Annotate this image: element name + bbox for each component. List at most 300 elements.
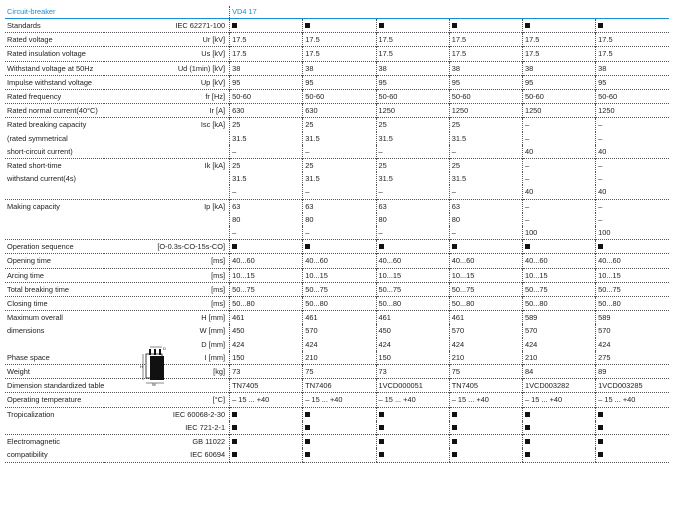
filled-square-icon	[525, 439, 530, 444]
row-label: Maximum overall	[5, 311, 104, 325]
value-cell: 50...80	[376, 297, 449, 311]
value-cell: 25	[303, 159, 376, 173]
row-unit: [ms]	[104, 282, 230, 296]
feature-available-cell	[303, 435, 376, 449]
value-cell: 10...15	[376, 268, 449, 282]
filled-square-icon	[452, 439, 457, 444]
row-unit: [ms]	[104, 254, 230, 268]
feature-available-cell	[230, 435, 303, 449]
filled-square-icon	[525, 23, 530, 28]
row-label: Dimension standardized table	[5, 379, 104, 393]
value-cell: 210	[522, 351, 595, 365]
filled-square-icon	[305, 452, 310, 457]
value-cell: –	[522, 172, 595, 185]
table-row	[5, 199, 669, 213]
filled-square-icon	[525, 244, 530, 249]
filled-square-icon	[379, 425, 384, 430]
value-cell: –	[522, 159, 595, 173]
value-cell: 424	[522, 338, 595, 351]
feature-available-cell	[376, 19, 449, 33]
value-cell: 17.5	[303, 47, 376, 61]
value-cell: 589	[596, 311, 669, 325]
feature-available-cell	[522, 407, 595, 421]
filled-square-icon	[525, 425, 530, 430]
value-cell: 50...75	[303, 282, 376, 296]
row-unit: Ik [kA]	[104, 159, 230, 173]
row-unit: W [mm]	[199, 326, 226, 336]
value-cell: 31.5	[230, 132, 303, 145]
value-cell: 80	[230, 213, 303, 226]
table-row	[5, 90, 669, 104]
row-label: compatibility	[5, 448, 104, 462]
value-cell: 17.5	[449, 47, 522, 61]
row-unit	[104, 145, 230, 159]
row-unit: Us [kV]	[104, 47, 230, 61]
value-cell: 10...15	[449, 268, 522, 282]
filled-square-icon	[232, 425, 237, 430]
value-cell: TN7406	[303, 379, 376, 393]
value-cell: 150	[230, 351, 303, 365]
value-cell: 50-60	[230, 90, 303, 104]
feature-available-cell	[230, 407, 303, 421]
value-cell: –	[303, 226, 376, 240]
filled-square-icon	[452, 425, 457, 430]
filled-square-icon	[598, 425, 603, 430]
value-cell: 17.5	[522, 47, 595, 61]
value-cell: 25	[230, 118, 303, 132]
value-cell: 40...60	[596, 254, 669, 268]
value-cell: 424	[449, 338, 522, 351]
value-cell: 25	[376, 159, 449, 173]
value-cell: 50...75	[522, 282, 595, 296]
value-cell: 461	[376, 311, 449, 325]
value-cell: 40	[522, 185, 595, 199]
row-label: Rated voltage	[5, 33, 104, 47]
table-row	[5, 435, 669, 449]
feature-available-cell	[303, 421, 376, 435]
value-cell: 50...75	[230, 282, 303, 296]
value-cell: 95	[376, 75, 449, 89]
row-unit: [O-0.3s-CO-15s-CO]	[104, 240, 230, 254]
row-label	[5, 226, 104, 240]
filled-square-icon	[305, 439, 310, 444]
table-row	[5, 61, 669, 75]
row-label: Making capacity	[5, 199, 104, 213]
feature-available-cell	[376, 407, 449, 421]
fig-label-w: W	[152, 382, 156, 386]
value-cell: 461	[303, 311, 376, 325]
value-cell: 84	[522, 365, 595, 379]
row-label: Total breaking time	[5, 282, 104, 296]
table-row	[5, 324, 669, 337]
table-row	[5, 213, 669, 226]
value-cell: 570	[303, 324, 376, 337]
filled-square-icon	[452, 412, 457, 417]
row-unit: [kg]	[104, 365, 230, 379]
feature-available-cell	[522, 19, 595, 33]
row-label: Weight	[5, 365, 104, 379]
row-unit: H [mm]	[104, 311, 230, 325]
breaker-dimension-sketch	[140, 346, 170, 386]
row-label	[5, 185, 104, 199]
value-cell: –	[376, 226, 449, 240]
row-label	[5, 338, 104, 351]
filled-square-icon	[232, 244, 237, 249]
row-label: (rated symmetrical	[7, 133, 68, 143]
row-label	[5, 421, 104, 435]
value-cell: 95	[596, 75, 669, 89]
value-cell: 75	[449, 365, 522, 379]
value-cell: 25	[303, 118, 376, 132]
filled-square-icon	[598, 452, 603, 457]
value-cell: 10...15	[303, 268, 376, 282]
table-row	[5, 226, 669, 240]
row-unit: Ur [kV]	[104, 33, 230, 47]
value-cell: 50...75	[596, 282, 669, 296]
value-cell: TN7405	[230, 379, 303, 393]
row-label: Closing time	[5, 297, 104, 311]
table-row	[5, 297, 669, 311]
table-row	[5, 351, 669, 365]
feature-available-cell	[303, 19, 376, 33]
value-cell: 38	[303, 61, 376, 75]
value-cell: –	[303, 145, 376, 159]
feature-available-cell	[449, 240, 522, 254]
row-label: Phase space	[7, 352, 50, 362]
value-cell: TN7405	[449, 379, 522, 393]
value-cell: 17.5	[230, 47, 303, 61]
value-cell: 80	[303, 213, 376, 226]
value-cell: 424	[303, 338, 376, 351]
table-row	[5, 338, 669, 351]
feature-available-cell	[303, 407, 376, 421]
value-cell: –	[522, 118, 595, 132]
value-cell: 38	[376, 61, 449, 75]
filled-square-icon	[598, 412, 603, 417]
feature-available-cell	[230, 19, 303, 33]
table-row	[5, 393, 669, 407]
value-cell: 630	[303, 104, 376, 118]
value-cell: 570	[596, 324, 669, 337]
row-label: Standards	[5, 19, 104, 33]
value-cell: 100	[596, 226, 669, 240]
table-row	[5, 254, 669, 268]
feature-available-cell	[596, 435, 669, 449]
filled-square-icon	[379, 439, 384, 444]
header-row	[5, 6, 669, 19]
value-cell: –	[596, 172, 669, 185]
table-row	[5, 365, 669, 379]
row-label: Operating temperature	[5, 393, 104, 407]
filled-square-icon	[525, 412, 530, 417]
filled-square-icon	[525, 452, 530, 457]
table-row	[5, 33, 669, 47]
value-cell: 17.5	[596, 47, 669, 61]
filled-square-icon	[452, 452, 457, 457]
table-row	[5, 145, 669, 159]
table-row	[5, 47, 669, 61]
value-cell: 73	[230, 365, 303, 379]
feature-available-cell	[596, 240, 669, 254]
table-row	[5, 19, 669, 33]
filled-square-icon	[305, 244, 310, 249]
value-cell: 80	[449, 213, 522, 226]
filled-square-icon	[598, 439, 603, 444]
filled-square-icon	[379, 452, 384, 457]
row-label: Electromagnetic	[5, 435, 104, 449]
value-cell: 1250	[596, 104, 669, 118]
value-cell: 10...15	[596, 268, 669, 282]
table-row	[5, 118, 669, 132]
filled-square-icon	[305, 425, 310, 430]
feature-available-cell	[596, 19, 669, 33]
value-cell: 38	[522, 61, 595, 75]
value-cell: 25	[230, 159, 303, 173]
row-label: Rated short-time	[5, 159, 104, 173]
filled-square-icon	[598, 244, 603, 249]
table-row	[5, 132, 669, 145]
value-cell: –	[449, 145, 522, 159]
value-cell: –	[449, 185, 522, 199]
filled-square-icon	[598, 23, 603, 28]
value-cell: – 15 ... +40	[303, 393, 376, 407]
row-unit: D [mm]	[201, 339, 226, 349]
value-cell: –	[596, 118, 669, 132]
row-label: Rated normal current(40°C)	[5, 104, 104, 118]
feature-available-cell	[230, 240, 303, 254]
value-cell: – 15 ... +40	[449, 393, 522, 407]
value-cell: 1VCD003285	[596, 379, 669, 393]
value-cell: 210	[449, 351, 522, 365]
value-cell: 50-60	[596, 90, 669, 104]
value-cell: 424	[376, 338, 449, 351]
filled-square-icon	[232, 23, 237, 28]
value-cell: 17.5	[596, 33, 669, 47]
value-cell: 50-60	[303, 90, 376, 104]
feature-available-cell	[376, 240, 449, 254]
table-row	[5, 185, 669, 199]
feature-available-cell	[449, 407, 522, 421]
value-cell: 25	[376, 118, 449, 132]
value-cell: – 15 ... +40	[596, 393, 669, 407]
row-label	[5, 213, 104, 226]
fig-label-h: H	[140, 364, 143, 369]
value-cell: 80	[376, 213, 449, 226]
feature-available-cell	[449, 19, 522, 33]
value-cell: 17.5	[303, 33, 376, 47]
row-unit: [ms]	[104, 268, 230, 282]
value-cell: 10...15	[230, 268, 303, 282]
row-unit: Ir [A]	[104, 104, 230, 118]
filled-square-icon	[379, 23, 384, 28]
table-row	[5, 240, 669, 254]
feature-available-cell	[522, 448, 595, 462]
value-cell: –	[596, 199, 669, 213]
value-cell: 31.5	[376, 172, 449, 185]
value-cell: 50...80	[449, 297, 522, 311]
feature-available-cell	[596, 448, 669, 462]
value-cell: 450	[230, 324, 303, 337]
table-row	[5, 282, 669, 296]
feature-available-cell	[596, 407, 669, 421]
value-cell: 1250	[376, 104, 449, 118]
row-unit	[104, 172, 230, 185]
value-cell: 40...60	[230, 254, 303, 268]
row-label: Opening time	[5, 254, 104, 268]
row-unit	[104, 213, 230, 226]
value-cell: 150	[376, 351, 449, 365]
value-cell: 50...80	[522, 297, 595, 311]
value-cell: –	[230, 185, 303, 199]
feature-available-cell	[596, 421, 669, 435]
value-cell: 50-60	[376, 90, 449, 104]
value-cell: 1250	[522, 104, 595, 118]
row-label: Rated breaking capacity	[5, 118, 104, 132]
row-label: short-circuit current)	[7, 146, 73, 156]
row-unit: Ud (1min) [kV]	[104, 61, 230, 75]
table-row	[5, 75, 669, 89]
row-label: Tropicalization	[5, 407, 104, 421]
row-unit: GB 11022	[104, 435, 230, 449]
value-cell: 50-60	[522, 90, 595, 104]
row-unit: [ms]	[104, 297, 230, 311]
value-cell: 40	[522, 145, 595, 159]
row-unit: IEC 62271-100	[104, 19, 230, 33]
value-cell: 100	[522, 226, 595, 240]
row-label: dimensions	[7, 326, 45, 336]
row-unit	[104, 185, 230, 199]
row-unit: I [mm]	[204, 352, 226, 362]
spec-table	[5, 6, 669, 463]
table-row	[5, 421, 669, 435]
row-unit: IEC 721-2-1	[185, 422, 226, 432]
value-cell: 40...60	[449, 254, 522, 268]
value-cell: 40	[596, 185, 669, 199]
value-cell: 25	[449, 118, 522, 132]
value-cell: 95	[230, 75, 303, 89]
value-cell: 50...80	[596, 297, 669, 311]
filled-square-icon	[232, 452, 237, 457]
value-cell: 50...80	[230, 297, 303, 311]
feature-available-cell	[376, 421, 449, 435]
value-cell: 63	[449, 199, 522, 213]
value-cell: 40...60	[522, 254, 595, 268]
value-cell: 40	[596, 145, 669, 159]
value-cell: 31.5	[303, 172, 376, 185]
feature-available-cell	[449, 435, 522, 449]
value-cell: –	[230, 145, 303, 159]
row-label: Rated frequency	[5, 90, 104, 104]
header-title: Circuit-breaker	[5, 6, 104, 19]
value-cell: –	[376, 145, 449, 159]
table-row	[5, 104, 669, 118]
value-cell: 461	[230, 311, 303, 325]
value-cell: 50-60	[449, 90, 522, 104]
row-unit	[104, 226, 230, 240]
table-row	[5, 379, 669, 393]
value-cell: –	[596, 213, 669, 226]
value-cell: 275	[596, 351, 669, 365]
value-cell: 31.5	[449, 132, 522, 145]
value-cell: 40...60	[303, 254, 376, 268]
row-unit: [°C]	[104, 393, 230, 407]
header-spacer	[104, 6, 230, 19]
feature-available-cell	[449, 448, 522, 462]
row-label: Rated insulation voltage	[5, 47, 104, 61]
value-cell: –	[376, 185, 449, 199]
table-row	[5, 448, 669, 462]
value-cell: 17.5	[376, 33, 449, 47]
value-cell: 461	[449, 311, 522, 325]
value-cell: 31.5	[449, 172, 522, 185]
feature-available-cell	[522, 421, 595, 435]
value-cell: 630	[230, 104, 303, 118]
filled-square-icon	[232, 439, 237, 444]
filled-square-icon	[379, 412, 384, 417]
value-cell: 17.5	[449, 33, 522, 47]
value-cell: 17.5	[376, 47, 449, 61]
table-row	[5, 268, 669, 282]
feature-available-cell	[522, 435, 595, 449]
value-cell: 63	[230, 199, 303, 213]
value-cell: 95	[522, 75, 595, 89]
value-cell: 210	[303, 351, 376, 365]
value-cell: 589	[522, 311, 595, 325]
feature-available-cell	[230, 448, 303, 462]
table-row	[5, 172, 669, 185]
value-cell: –	[596, 159, 669, 173]
filled-square-icon	[232, 412, 237, 417]
table-row	[5, 311, 669, 325]
filled-square-icon	[452, 23, 457, 28]
value-cell: –	[230, 226, 303, 240]
filled-square-icon	[452, 244, 457, 249]
value-cell: 73	[376, 365, 449, 379]
value-cell: –	[596, 132, 669, 145]
value-cell: 17.5	[522, 33, 595, 47]
value-cell: 50...75	[376, 282, 449, 296]
fig-label-d: D	[163, 346, 166, 351]
filled-square-icon	[305, 23, 310, 28]
table-row	[5, 407, 669, 421]
value-cell: 570	[522, 324, 595, 337]
header-model: VD4 17	[230, 6, 669, 19]
filled-square-icon	[305, 412, 310, 417]
feature-available-cell	[449, 421, 522, 435]
value-cell: 31.5	[303, 132, 376, 145]
value-cell: 63	[303, 199, 376, 213]
value-cell: 25	[449, 159, 522, 173]
row-unit: IEC 60694	[104, 448, 230, 462]
row-unit: Isc [kA]	[104, 118, 230, 132]
value-cell: –	[522, 199, 595, 213]
value-cell: 89	[596, 365, 669, 379]
row-unit: fr [Hz]	[104, 90, 230, 104]
value-cell: 1VCD000051	[376, 379, 449, 393]
row-unit: IEC 60068-2-30	[104, 407, 230, 421]
value-cell: 38	[230, 61, 303, 75]
value-cell: 75	[303, 365, 376, 379]
row-label: Arcing time	[5, 268, 104, 282]
row-unit: Up [kV]	[104, 75, 230, 89]
value-cell: 424	[596, 338, 669, 351]
value-cell: – 15 ... +40	[376, 393, 449, 407]
feature-available-cell	[376, 448, 449, 462]
value-cell: –	[522, 213, 595, 226]
value-cell: 50...80	[303, 297, 376, 311]
feature-available-cell	[303, 240, 376, 254]
value-cell: 1VCD003282	[522, 379, 595, 393]
